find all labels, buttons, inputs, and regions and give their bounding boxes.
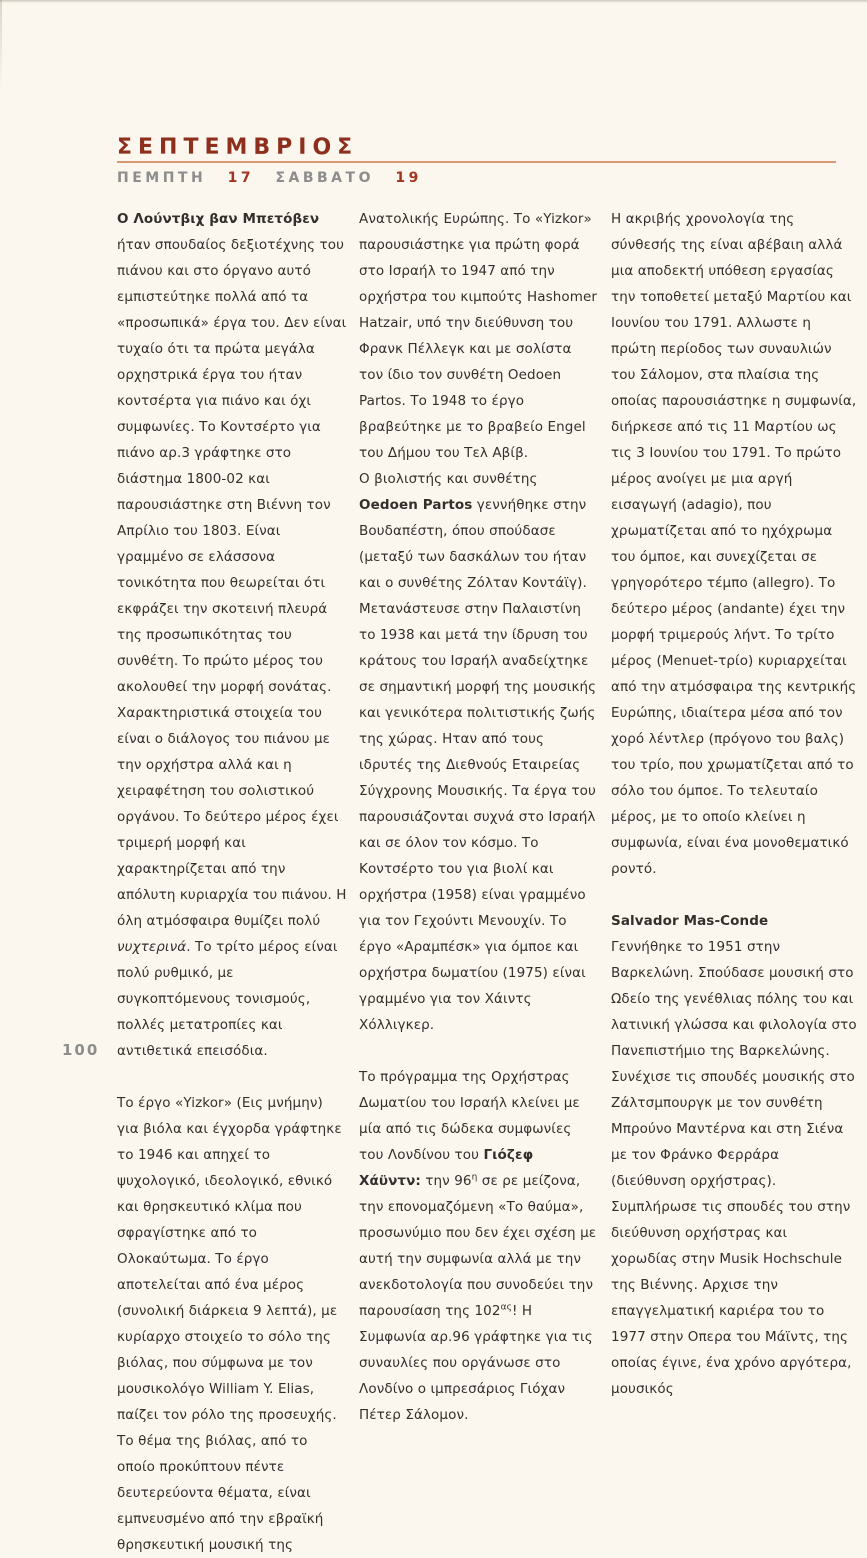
text-segment: Γεννήθηκε το 1951 στην Βαρκελώνη. Σπούδασε μουσική στο Ωδείο της γενέθλιας πόλης του και λατινική γλώσσα και φιλολογία στο Πανεπιστήμιο της Βαρκελώνης. Συνέχισε τις σπουδές μουσικής στο Ζάλτσμπουργκ με τον συνθέτη Μπρούνο Μαντέρνα και στη Σιένα με τον Φράνκο Φερράρα (διεύθυνση ορχήστρας). Συμπλήρωσε τις σπουδές του στην διεύθυνση ορχήστρας και χορωδίας στην Musik Hochschule της Βιέννης. Αρχισε την επαγγελματική καριέρα του το 1977 στην Οπερα του Μάϊντς, της οποίας έγινε, ένα χρόνο αργότερα, μουσικός xyxy=(611,939,857,1397)
text-segment: νυχτερινά xyxy=(117,939,187,955)
text-segment: Ο βιολιστής και συνθέτης xyxy=(359,471,538,487)
paragraph xyxy=(611,206,857,882)
paragraph xyxy=(611,908,857,934)
date-number-17: 17 xyxy=(227,170,255,186)
scan-edge-top xyxy=(0,0,867,3)
month-title: ΣΕΠΤΕΜΒΡΙΟΣ xyxy=(117,135,359,160)
page-header xyxy=(117,136,857,186)
text-segment: Το πρόγραμμα της Ορχήστρας Δωματίου του Ισραήλ κλείνει με μία από τις δώδεκα συμφωνίες του Λονδίνου του xyxy=(359,1069,580,1163)
paragraph xyxy=(117,206,347,1064)
scan-edge-left xyxy=(0,0,2,90)
text-segment: Oedoen Partos xyxy=(359,497,473,513)
text-segment: γεννήθηκε στην Βουδαπέστη, όπου σπούδασε (μεταξύ των δασκάλων του ήταν και ο συνθέτης Ζόλταν Κοντάϊγ). Μετανάστευσε στην Παλαιστίνη το 1938 και μετά την ίδρυση του κράτους του Ισραήλ αναδείχτηκε σε σημαντική μορφή της μουσικής και γενικότερα πολιτιστικής ζωής της χώρας. Ηταν από τους ιδρυτές της Διεθνούς Εταιρείας Σύγχρονης Μουσικής. Τα έργα του παρουσιάζονται συχνά στο Ισραήλ και σε όλον τον κόσμο. Το Κοντσέρτο του για βιολί και ορχήστρα (1958) είναι γραμμένο για τον Γεχούντι Μενουχίν. Το έργο «Αραμπέσκ» για όμποε και ορχήστρα δωματίου (1975) είναι γραμμένο για τον Χάιντς Χόλλιγκερ. xyxy=(359,497,597,1033)
text-segment: Γιόζεφ Χάϋντν: xyxy=(359,1147,534,1189)
article-columns xyxy=(117,206,857,1553)
paragraph xyxy=(359,1064,599,1428)
paragraph xyxy=(359,466,599,1038)
paragraph xyxy=(117,1090,347,1558)
day-label-saturday: ΣΑΒΒΑΤΟ xyxy=(275,170,374,186)
text-segment: Ο Λούντβιχ βαν Μπετόβεν xyxy=(117,211,320,227)
text-segment: ! Η Συμφωνία αρ.96 γράφτηκε για τις συναυλίες που οργάνωσε στο Λονδίνο ο ιμπρεσάριος Γιόχαν Πέτερ Σάλομον. xyxy=(359,1303,593,1423)
text-segment: Salvador Mas-Conde xyxy=(611,913,769,929)
text-segment: Ανατολικής Ευρώπης. Το «Yizkor» παρουσιάστηκε για πρώτη φορά στο Ισραήλ το 1947 από την ορχήστρα του κιμπούτς Hashomer Hatzair, υπό την διεύθυνση του Φρανκ Πέλλεγκ και με σολίστα τον ίδιο τον συνθέτη Oedoen Partos. Το 1948 το έργο βραβεύτηκε με το βραβείο Engel του Δήμου του Τελ Αβίβ. xyxy=(359,211,598,461)
date-line xyxy=(117,170,857,186)
text-column-1 xyxy=(117,206,347,1558)
text-segment: Η ακριβής χρονολογία της σύνθεσής της είναι αβέβαιη αλλά μια αποδεκτή υπόθεση εργασίας την τοποθετεί μεταξύ Μαρτίου και Ιουνίου του 1791. Αλλωστε η πρώτη περίοδος των συναυλιών του Σάλομον, στα πλαίσια της οποίας παρουσιάστηκε η συμφωνία, διήρκεσε από τις 11 Μαρτίου ως τις 3 Ιουνίου του 1791. Το πρώτο μέρος ανοίγει με μια αργή εισαγωγή (adagio), που χρωματίζεται από το ηχόχρωμα του όμποε, και συνεχίζεται σε γρηγορότερο τέμπο (allegro). Το δεύτερο μέρος (andante) έχει την μορφή τριμερούς λήντ. Το τρίτο μέρος (Menuet-τρίο) κυριαρχείται από την ατμόσφαιρα της κεντρικής Ευρώπης, ιδιαίτερα μέσα από τον χορό λέντλερ (πρόγονο του βαλς) του τρίο, που χρωματίζεται από το σόλο του όμποε. Το τελευταίο μέρος, με το οποίο κλείνει η συμφωνία, είναι ένα μονοθεματικό ροντό. xyxy=(611,211,857,877)
page-number: 100 xyxy=(62,1041,100,1059)
text-segment: η xyxy=(471,1172,478,1183)
text-segment: την 96 xyxy=(420,1173,472,1189)
text-column-2 xyxy=(359,206,599,1558)
paragraph xyxy=(611,934,857,1402)
header-rule xyxy=(117,161,836,163)
text-segment: Το έργο «Yizkor» (Εις μνήμην) για βιόλα και έγχορδα γράφτηκε το 1946 και απηχεί το ψυχολογικό, ιδεολογικό, εθνικό και θρησκευτικό κλίμα που σφραγίστηκε από το Ολοκαύτωμα. Το έργο αποτελείται από ένα μέρος (συνολική διάρκεια 9 λεπτά), με κυρίαρχο στοιχείο το σόλο της βιόλας, που σύμφωνα με τον μουσικολόγο William Y. Elias, παίζει τον ρόλο της προσευχής. Το θέμα της βιόλας, από το οποίο προκύπτουν πέντε δευτερεύοντα θέματα, είναι εμπνευσμένο από την εβραϊκή θρησκευτική μουσική της xyxy=(117,1095,342,1553)
date-number-19: 19 xyxy=(395,170,422,186)
text-segment: σε ρε μείζονα, την επονομαζόμενη «Το θαύμα», προσωνύμιο που δεν έχει σχέση με αυτή την συμφωνία αλλά με την ανεκδοτολογία που συνοδεύει την παρουσίαση της 102 xyxy=(359,1173,597,1319)
text-segment: . Το τρίτο μέρος είναι πολύ ρυθμικό, με συγκοπτόμενους τονισμούς, πολλές μετατροπίες και αντιθετικά επεισόδια. xyxy=(117,939,338,1059)
text-column-3 xyxy=(611,206,857,1558)
paragraph xyxy=(359,206,599,466)
day-label-thursday: ΠΕΜΠΤΗ xyxy=(117,170,207,186)
text-segment: ήταν σπουδαίος δεξιοτέχνης του πιάνου και στο όργανο αυτό εμπιστεύτηκε πολλά από τα «προσωπικά» έργα του. Δεν είναι τυχαίο ότι τα πρώτα μεγάλα ορχηστρικά έργα του ήταν κοντσέρτα για πιάνο και όχι συμφωνίες. Το Κοντσέρτο για πιάνο αρ.3 γράφτηκε στο διάστημα 1800-02 και παρουσιάστηκε στη Βιέννη τον Απρίλιο του 1803. Είναι γραμμένο σε ελάσσονα τονικότητα που θεωρείται ότι εκφράζει την σκοτεινή πλευρά της προσωπικότητας του συνθέτη. Το πρώτο μέρος του ακολουθεί την μορφή σονάτας. Χαρακτηριστικά στοιχεία του είναι ο διάλογος του πιάνου με την ορχήστρα αλλά και η χειραφέτηση του σολιστικού οργάνου. Το δεύτερο μέρος έχει τριμερή μορφή και χαρακτηρίζεται από την απόλυτη κυριαρχία του πιάνου. Η όλη ατμόσφαιρα θυμίζει πολύ xyxy=(117,237,347,929)
text-segment: ας xyxy=(500,1302,512,1313)
